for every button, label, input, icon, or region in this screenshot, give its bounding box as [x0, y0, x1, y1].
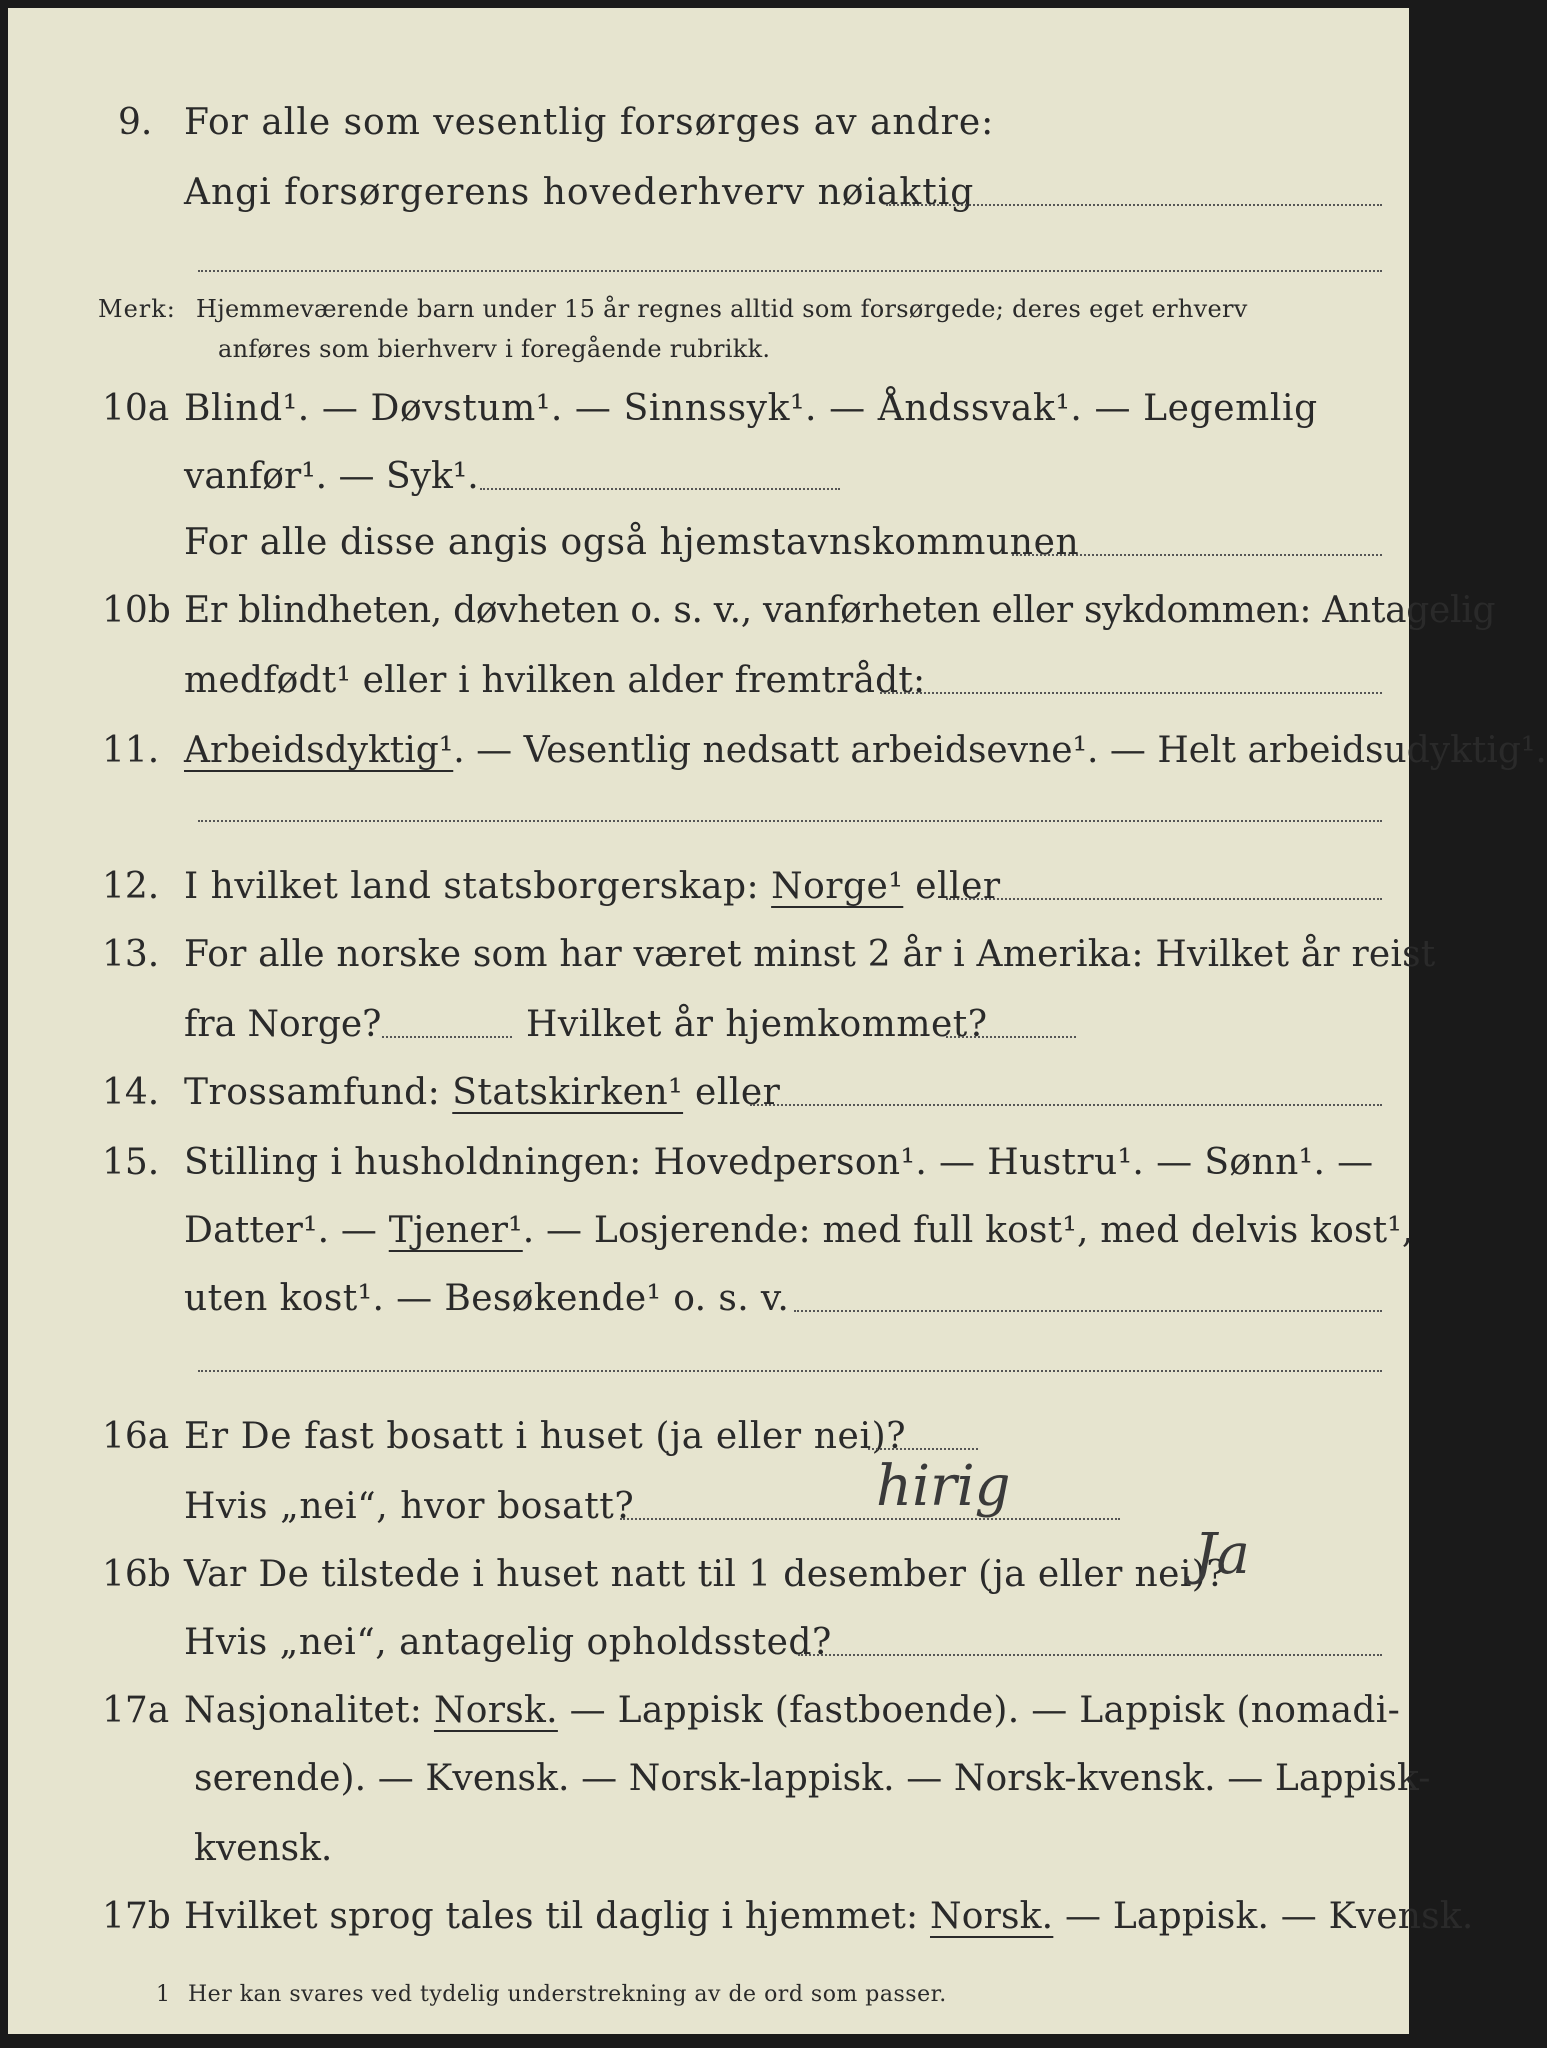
q12-underlined-option[interactable]: Norge¹: [771, 866, 904, 907]
census-form-page: [8, 8, 1547, 2034]
q12-or: eller: [915, 866, 1001, 907]
q16b-line2: Hvis „nei“, antagelig opholdssted?: [184, 1622, 832, 1663]
q9-number: 9.: [118, 102, 153, 143]
q9-line2: Angi forsørgerens hovederhverv nøiaktig: [184, 172, 975, 213]
merk-label: Merk:: [98, 295, 176, 323]
footnote-text: Her kan svares ved tydelig understrekning av de ord som passer.: [188, 1982, 947, 2007]
q15-answer-line[interactable]: [794, 1310, 1382, 1312]
q12-answer-line[interactable]: [946, 898, 1382, 900]
q10b-number: 10b: [102, 590, 171, 631]
q12-number: 12.: [102, 866, 160, 907]
q17a-underlined-option[interactable]: Norsk.: [433, 1690, 558, 1731]
q13-line2a: fra Norge?: [184, 1004, 382, 1045]
q13-line2b: Hvilket år hjemkommet?: [526, 1004, 988, 1045]
q9-answer-line-2[interactable]: [198, 270, 1382, 272]
q11-number: 11.: [102, 730, 160, 771]
q16a-line1: Er De fast bosatt i huset (ja eller nei)?: [184, 1416, 907, 1457]
q15-number: 15.: [102, 1142, 160, 1183]
q14-answer-line[interactable]: [750, 1104, 1382, 1106]
q10b-line1: Er blindheten, døvheten o. s. v., vanførheten eller sykdommen: Antagelig: [184, 590, 1496, 631]
q14-underlined-option[interactable]: Statskirken¹: [452, 1072, 684, 1113]
q9-answer-line[interactable]: [886, 204, 1382, 206]
q16a-number: 16a: [102, 1416, 170, 1457]
q16b-number: 16b: [102, 1554, 171, 1595]
q15-line3: uten kost¹. — Besøkende¹ o. s. v.: [184, 1278, 790, 1319]
q10a-line1: Blind¹. — Døvstum¹. — Sinnssyk¹. — Åndssvak¹. — Legemlig: [184, 388, 1318, 429]
q17a-line1: [184, 1688, 1400, 1734]
q17a-number: 17a: [102, 1690, 170, 1731]
q10a-number: 10a: [102, 388, 170, 429]
q17b-rest: — Lappisk. — Kvensk.: [1064, 1896, 1474, 1937]
q13-year-returned-line[interactable]: [946, 1036, 1076, 1038]
q15-answer-line-2[interactable]: [198, 1370, 1382, 1372]
q12-line: [184, 864, 1001, 910]
q14-number: 14.: [102, 1072, 160, 1113]
q15-underlined-option[interactable]: Tjener¹: [388, 1210, 523, 1251]
q11-rest: . — Vesentlig nedsatt arbeidsevne¹. — Helt arbeidsudyktig¹.: [453, 730, 1547, 771]
q17b-line: [184, 1894, 1473, 1940]
q10b-answer-line[interactable]: [880, 692, 1382, 694]
q17a-label: Nasjonalitet:: [184, 1690, 423, 1731]
q10a-line3: For alle disse angis også hjemstavnskommunen: [184, 522, 1080, 563]
q13-number: 13.: [102, 934, 160, 975]
q17b-underlined-option[interactable]: Norsk.: [930, 1896, 1054, 1937]
q14-or: eller: [695, 1072, 781, 1113]
q15-line1: Stilling i husholdningen: Hovedperson¹. — Hustru¹. — Sønn¹. —: [184, 1142, 1374, 1183]
merk-line1: Hjemmeværende barn under 15 år regnes alltid som forsørgede; deres eget erhverv: [196, 295, 1248, 323]
q15-datter: Datter¹. —: [184, 1210, 378, 1251]
q16a-line2: Hvis „nei“, hvor bosatt?: [184, 1486, 635, 1527]
q11-answer-line[interactable]: [198, 820, 1382, 822]
q11-underlined-option[interactable]: Arbeidsdyktig¹: [184, 730, 454, 771]
q12-question: I hvilket land statsborgerskap:: [184, 866, 760, 907]
q17a-line2: serende). — Kvensk. — Norsk-lappisk. — Norsk-kvensk. — Lappisk-: [194, 1758, 1431, 1799]
q16b-line1: Var De tilstede i huset natt til 1 desember (ja eller nei)?: [184, 1554, 1226, 1595]
q16a-residence-line[interactable]: [620, 1518, 1120, 1520]
q17b-number: 17b: [102, 1896, 171, 1937]
q16a-handwritten-answer: hirig: [876, 1454, 1011, 1519]
q16b-answer-line[interactable]: [798, 1654, 1382, 1656]
q17a-line3: kvensk.: [194, 1828, 333, 1869]
q10a-answer-line[interactable]: [480, 488, 840, 490]
q10a-line2: vanfør¹. — Syk¹.: [184, 456, 479, 497]
q14-question: Trossamfund:: [184, 1072, 441, 1113]
q13-line1: For alle norske som har været minst 2 år i Amerika: Hvilket år reist: [184, 934, 1436, 975]
q15-rest: . — Losjerende: med full kost¹, med delvis kost¹,: [522, 1210, 1414, 1251]
q9-line1: For alle som vesentlig forsørges av andre:: [184, 102, 995, 143]
q10b-line2: medfødt¹ eller i hvilken alder fremtrådt:: [184, 660, 926, 701]
q16b-handwritten-answer: Ja: [1194, 1522, 1250, 1587]
q15-line2: [184, 1208, 1414, 1254]
footnote-mark: 1: [156, 1982, 170, 2007]
q11-line: [184, 728, 1547, 774]
merk-line2: anføres som bierhverv i foregående rubrikk.: [218, 335, 771, 363]
q13-year-left-line[interactable]: [382, 1036, 512, 1038]
q14-line: [184, 1070, 780, 1116]
q16a-answer-line[interactable]: [868, 1448, 978, 1450]
q17a-rest: — Lappisk (fastboende). — Lappisk (nomadi-: [569, 1690, 1401, 1731]
q17b-question: Hvilket sprog tales til daglig i hjemmet:: [184, 1896, 919, 1937]
q10a-answer-line-2[interactable]: [1012, 554, 1382, 556]
